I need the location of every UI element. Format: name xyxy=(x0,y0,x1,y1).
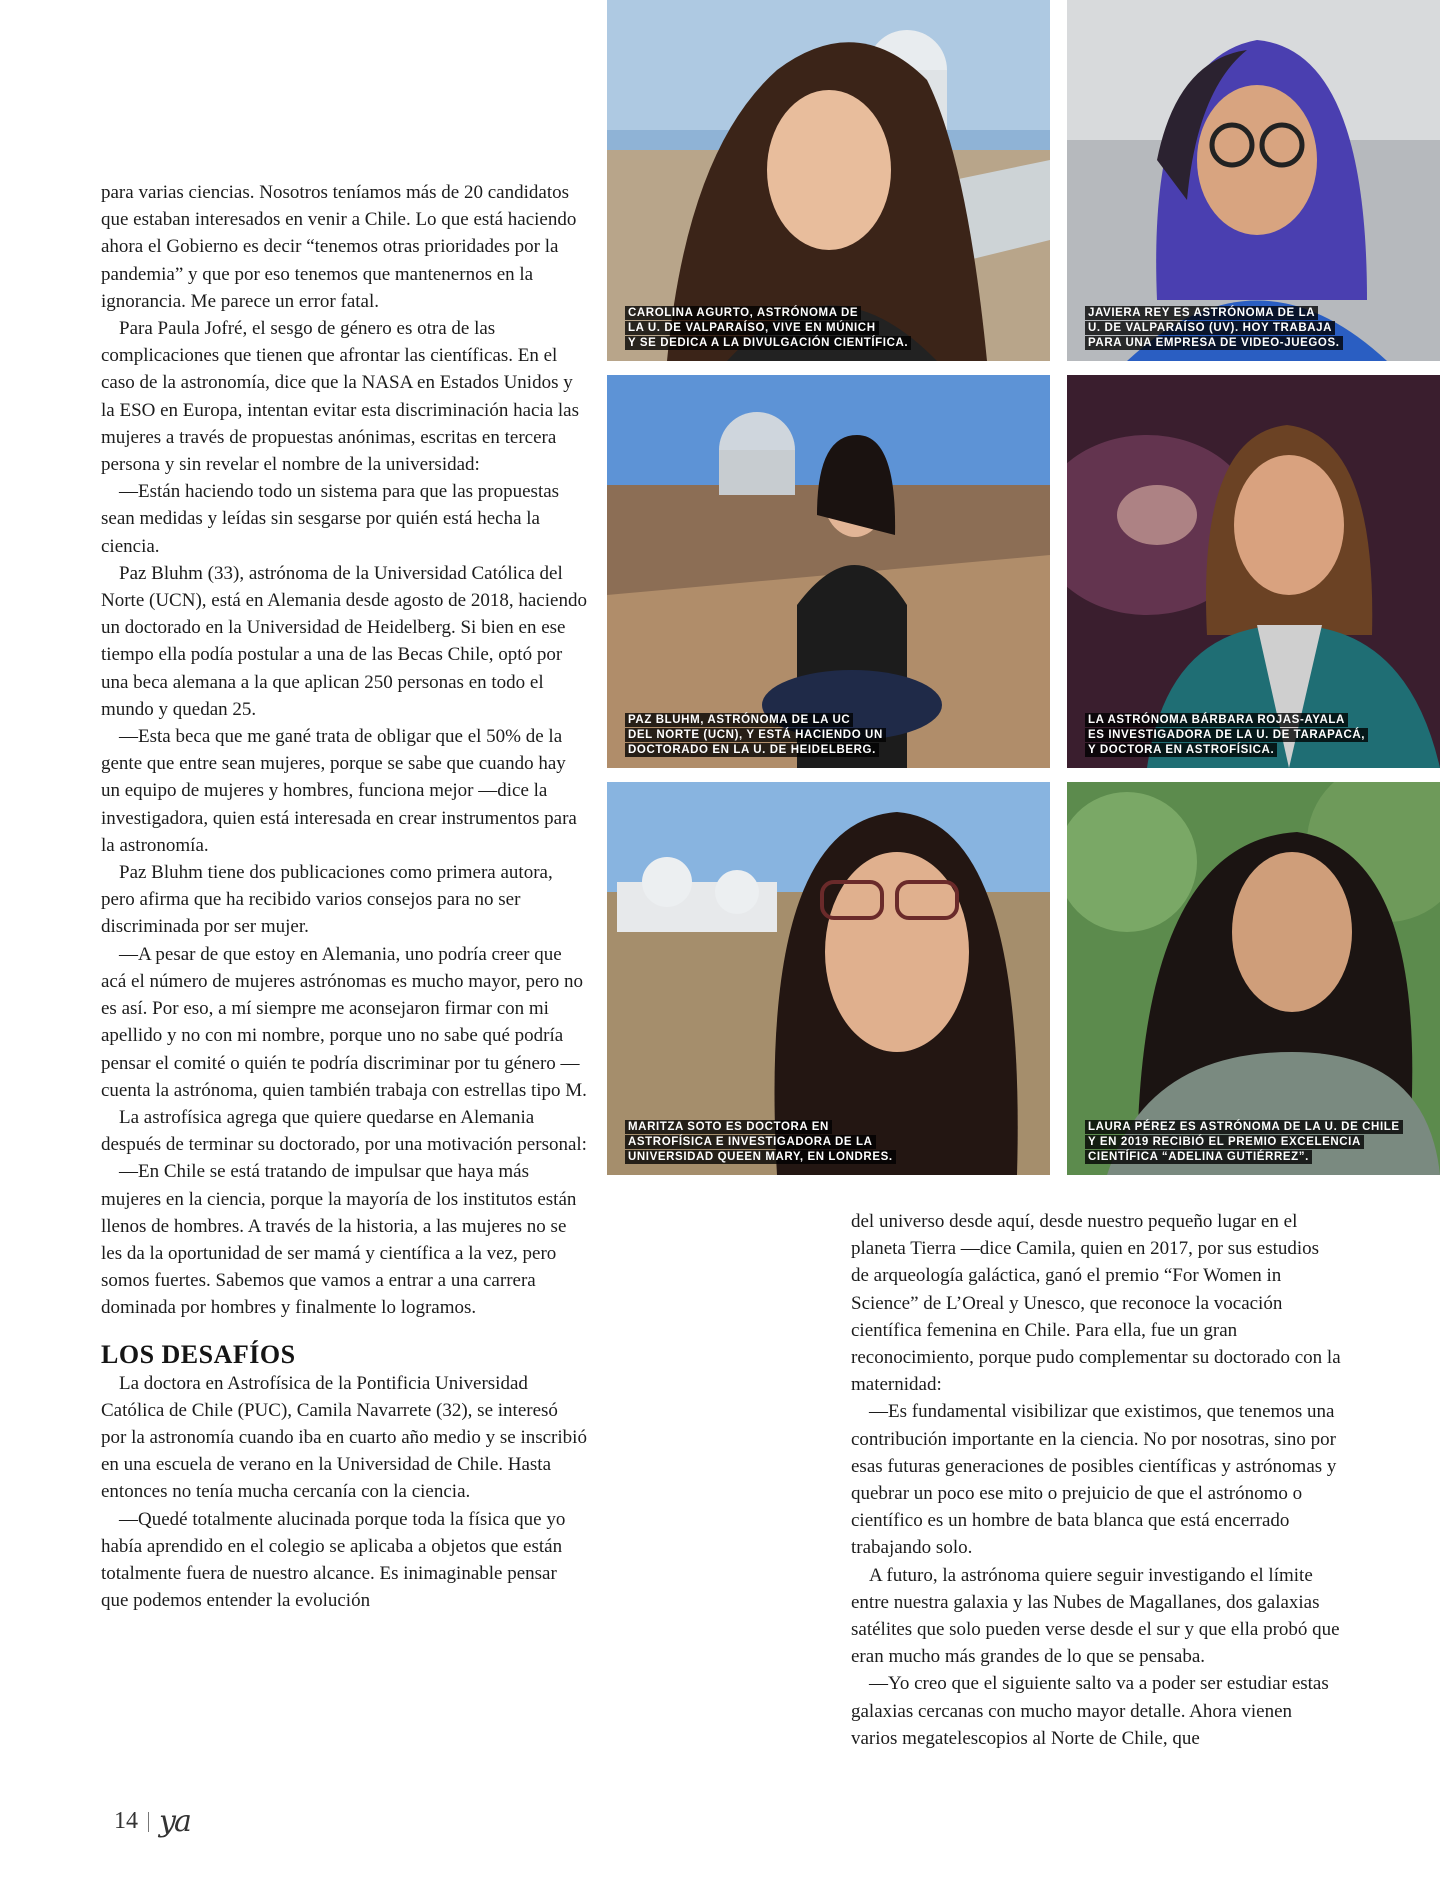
caption-text: JAVIERA REY ES ASTRÓNOMA DE LA U. DE VALPARAÍSO (UV). HOY TRABAJA PARA UNA EMPRESA DE VIDEO-JUEGOS. xyxy=(1085,306,1343,350)
magazine-logo: ya xyxy=(159,1804,190,1839)
paragraph: —A pesar de que estoy en Alemania, uno podría creer que acá el número de mujeres astrónomas es mucho mayor, pero no es así. Por eso, a mí siempre me aconsejaron firmar con mi apellido y no con mi nombre, porque uno no sabe qué podría pensar el comité o quién te podría discriminar por tu género —cuenta la astrónoma, quien también trabaja con estrellas tipo M. xyxy=(101,943,587,1101)
caption-text: LAURA PÉREZ ES ASTRÓNOMA DE LA U. DE CHILE Y EN 2019 RECIBIÓ EL PREMIO EXCELENCIA CIENTÍFICA “ADELINA GUTIÉRREZ”. xyxy=(1085,1120,1403,1164)
photo-caption xyxy=(625,1120,896,1165)
footer-divider xyxy=(148,1812,149,1832)
caption-text: PAZ BLUHM, ASTRÓNOMA DE LA UC DEL NORTE (UCN), Y ESTÁ HACIENDO UN DOCTORADO EN LA U. DE HEIDELBERG. xyxy=(625,713,886,757)
photo-carolina-agurto xyxy=(607,0,1050,361)
paragraph: —Es fundamental visibilizar que existimos, que tenemos una contribución importante en la ciencia. No por nosotras, sino por esas futuras generaciones de posibles científicas y astrónomas y quebrar un poco ese mito o prejuicio de que el astrónomo o científico es un hombre de bata blanca que está encerrado trabajando solo. xyxy=(851,1401,1337,1559)
caption-text: MARITZA SOTO ES DOCTORA EN ASTROFÍSICA E INVESTIGADORA DE LA UNIVERSIDAD QUEEN MARY, EN LONDRES. xyxy=(625,1120,896,1164)
paragraph: Paz Bluhm (33), astrónoma de la Universidad Católica del Norte (UCN), está en Alemania desde agosto de 2018, haciendo un doctorado en la Universidad de Heidelberg. Si bien en ese tiempo ella podía postular a una de las Becas Chile, optó por una beca alemana a la que aplican 250 personas en todo el mundo y quedan 25. xyxy=(101,562,587,720)
paragraph: —Quedé totalmente alucinada porque toda la física que yo había aprendido en el colegio se aplicaba a objetos que están totalmente fuera de nuestro alcance. Es inimaginable pensar que podemos entender la evolución xyxy=(101,1508,566,1612)
caption-text: LA ASTRÓNOMA BÁRBARA ROJAS-AYALA ES INVESTIGADORA DE LA U. DE TARAPACÁ, Y DOCTORA EN ASTROFÍSICA. xyxy=(1085,713,1368,757)
left-text-column xyxy=(101,179,587,1614)
photo-caption xyxy=(625,306,911,351)
photo-barbara-image xyxy=(1067,375,1440,768)
paragraph: Paz Bluhm tiene dos publicaciones como primera autora, pero afirma que ha recibido varios consejos para no ser discriminada por ser mujer. xyxy=(101,862,553,938)
photo-caption xyxy=(625,713,886,758)
paragraph: —En Chile se está tratando de impulsar que haya más mujeres en la ciencia, porque la mayoría de los institutos están llenos de hombres. A través de la historia, a las mujeres no se les da la oportunidad de ser mamá y científica a la vez, pero somos fuertes. Sabemos que vamos a entrar a una carrera dominada por hombres y finalmente lo logramos. xyxy=(101,1161,577,1319)
photo-caption xyxy=(1085,1120,1403,1165)
photo-barbara-rojas-ayala xyxy=(1067,375,1440,768)
photo-javiera-rey xyxy=(1067,0,1440,361)
caption-text: CAROLINA AGURTO, ASTRÓNOMA DE LA U. DE VALPARAÍSO, VIVE EN MÚNICH Y SE DEDICA A LA DIVULGACIÓN CIENTÍFICA. xyxy=(625,306,911,350)
photo-caption xyxy=(1085,713,1368,758)
paragraph: —Están haciendo todo un sistema para que las propuestas sean medidas y leídas sin sesgarse por quién está hecha la ciencia. xyxy=(101,481,560,557)
photo-laura-perez xyxy=(1067,782,1440,1175)
paragraph: La doctora en Astrofísica de la Pontificia Universidad Católica de Chile (PUC), Camila Navarrete (32), se interesó por la astronomía cuando iba en cuarto año medio y se inscribió en una escuela de verano en la Universidad de Chile. Hasta entonces no tenía mucha cercanía con la ciencia. xyxy=(101,1372,587,1503)
paragraph: del universo desde aquí, desde nuestro pequeño lugar en el planeta Tierra —dice Camila, quien en 2017, por sus estudios de arqueología galáctica, ganó el premio “For Women in Science” de L’Oreal y Unesco, que reconoce la vocación científica femenina en Chile. Para ella, fue un gran reconocimiento, porque pudo complementar su doctorado con la maternidad: xyxy=(851,1211,1341,1396)
paragraph: —Esta beca que me gané trata de obligar que el 50% de la gente que entre sean mujeres, porque se sabe que cuando hay un equipo de mujeres y hombres, funciona mejor —dice la investigadora, quien está interesada en crear instrumentos para la astronomía. xyxy=(101,726,577,856)
paragraph: —Yo creo que el siguiente salto va a poder ser estudiar estas galaxias cercanas con mucho mayor detalle. Ahora vienen varios megatelescopios al Norte de Chile, que xyxy=(851,1673,1329,1749)
right-text-column xyxy=(851,1208,1341,1752)
photo-paz-bluhm xyxy=(607,375,1050,768)
photo-paz-image xyxy=(607,375,1050,768)
photo-caption xyxy=(1085,306,1343,351)
photo-maritza-soto xyxy=(607,782,1050,1175)
page-footer xyxy=(114,1804,190,1839)
section-heading: LOS DESAFÍOS xyxy=(101,1339,296,1369)
paragraph: A futuro, la astrónoma quiere seguir investigando el límite entre nuestra galaxia y las Nubes de Magallanes, dos galaxias satélites que solo pueden verse desde el sur y que ella probó que eran mucho más grandes de lo que se pensaba. xyxy=(851,1564,1340,1668)
photo-laura-image xyxy=(1067,782,1440,1175)
paragraph: para varias ciencias. Nosotros teníamos más de 20 candidatos que estaban interesados en venir a Chile. Lo que está haciendo ahora el Gobierno es decir “tenemos otras prioridades por la pandemia” y que por eso tenemos que mantenernos en la ignorancia. Me parece un error fatal. xyxy=(101,182,577,312)
page-number: 14 xyxy=(114,1808,138,1834)
paragraph: La astrofísica agrega que quiere quedarse en Alemania después de terminar su doctorado, por una motivación personal: xyxy=(101,1106,587,1156)
photo-maritza-image xyxy=(607,782,1050,1175)
paragraph: Para Paula Jofré, el sesgo de género es otra de las complicaciones que tienen que afrontar las científicas. En el caso de la astronomía, dice que la NASA en Estados Unidos y la ESO en Europa, intentan evitar esta discriminación hacia las mujeres a través de propuestas anónimas, escritas en tercera persona y sin revelar el nombre de la universidad: xyxy=(101,318,579,476)
